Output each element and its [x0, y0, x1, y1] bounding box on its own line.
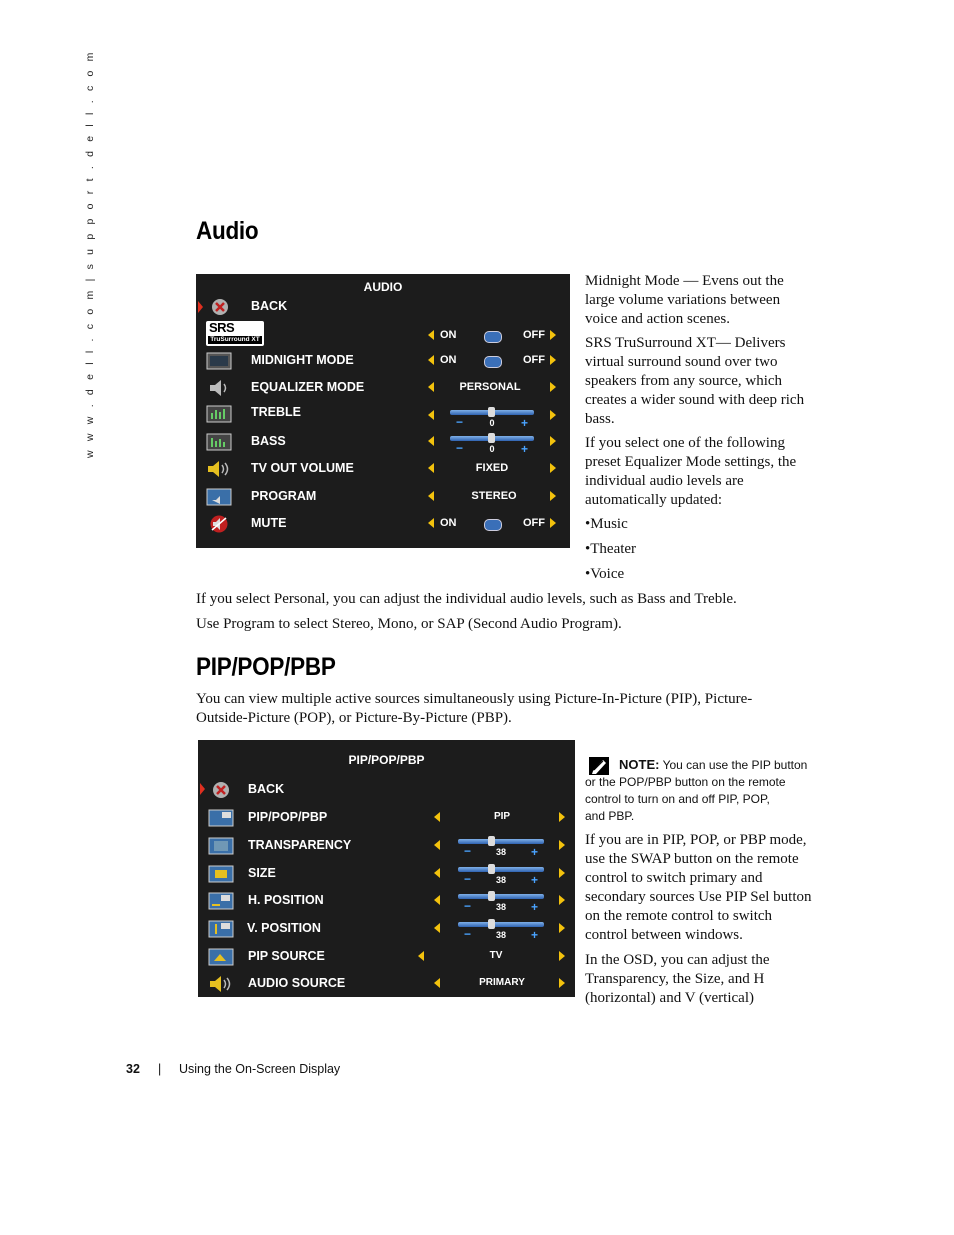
treble-slider[interactable] [450, 407, 534, 429]
osd-row-pip-source[interactable] [198, 945, 575, 969]
slider-handle[interactable] [488, 891, 495, 901]
back-icon [206, 298, 232, 316]
bullet-item: •Voice [585, 566, 625, 582]
selection-pointer-icon [200, 783, 205, 795]
osd-row-back[interactable] [196, 295, 570, 319]
term: Transparency [585, 971, 666, 987]
pip-osd-menu [198, 740, 575, 997]
pip-side-text: If you are in PIP, POP, or PBP mode, use the SWAP button on the remote control to switch primary and secondary sources Use PIP Sel button on the remote control to switch control between windows. In the OSD, you can adjust the Transparency, the Size, and H (horizontal) and V (vertical) [585, 832, 812, 1006]
slider-handle[interactable] [488, 919, 495, 929]
description: settings, the individual audio levels are automatically updated: [585, 454, 797, 508]
osd-row-audio-source[interactable] [198, 972, 575, 996]
slider-handle[interactable] [488, 836, 495, 846]
term: V [684, 990, 696, 1006]
off-option[interactable]: OFF [523, 329, 545, 341]
right-arrow-icon[interactable] [550, 410, 556, 420]
audio-paragraph-program: Use Program to select Stereo, Mono, or SAP (Second Audio Program). [196, 616, 622, 632]
osd-value: PERSONAL [459, 381, 521, 393]
term: Size [694, 971, 721, 987]
minus-icon[interactable]: − [464, 872, 472, 886]
selection-pointer-icon [198, 301, 203, 313]
plus-icon[interactable]: + [530, 873, 538, 887]
audio-paragraph-personal: If you select Personal, you can adjust the individual audio levels, such as Bass and Treble. [196, 591, 737, 607]
plus-icon[interactable]: + [530, 900, 538, 914]
left-arrow-icon[interactable] [428, 518, 434, 528]
slider-value: 38 [495, 930, 506, 940]
minus-icon[interactable]: − [456, 441, 464, 455]
osd-value: FIXED [475, 462, 509, 474]
osd-label: TV OUT VOLUME [251, 461, 354, 475]
off-option[interactable]: OFF [523, 517, 545, 529]
right-arrow-icon[interactable] [559, 895, 565, 905]
osd-label: SIZE [248, 866, 276, 880]
term: H [753, 971, 765, 987]
osd-label: V. POSITION [247, 921, 321, 935]
osd-row-h-position[interactable] [198, 889, 575, 913]
osd-row-mute[interactable] [196, 512, 570, 536]
slider-value: 0 [489, 418, 495, 428]
slider-value: 38 [495, 875, 506, 885]
pip-source-icon [208, 948, 234, 966]
osd-row-transparency[interactable] [198, 834, 575, 858]
description: — Delivers virtual surround sound over two speakers from any source, which creates a wider sound with deep rich bass. [585, 335, 805, 427]
right-arrow-icon[interactable] [559, 812, 565, 822]
right-arrow-icon[interactable] [559, 951, 565, 961]
left-arrow-icon[interactable] [418, 951, 424, 961]
osd-row-size[interactable] [198, 862, 575, 886]
note-pencil-icon [588, 756, 610, 776]
speaker-icon [208, 975, 234, 993]
osd-title: PIP/POP/PBP [348, 753, 425, 767]
audio-osd-menu [196, 274, 570, 548]
minus-icon[interactable]: − [464, 899, 472, 913]
note-box [585, 756, 825, 825]
audio-heading: Audio [196, 217, 259, 245]
osd-label: TREBLE [251, 405, 301, 419]
osd-row-midnight-mode[interactable] [196, 349, 570, 373]
term: PIP Sel [725, 889, 770, 905]
midnight-mode-icon [206, 352, 232, 370]
note-label: NOTE: [619, 757, 660, 772]
back-icon [208, 781, 234, 799]
note-text-line: and PBP. [585, 809, 635, 823]
toggle-switch[interactable] [484, 519, 502, 531]
osd-row-srs[interactable] [196, 321, 570, 347]
off-option[interactable]: OFF [523, 354, 545, 366]
left-arrow-icon[interactable] [434, 812, 440, 822]
left-arrow-icon[interactable] [428, 330, 434, 340]
left-arrow-icon[interactable] [428, 436, 434, 446]
osd-row-tv-out-volume[interactable] [196, 457, 570, 481]
plus-icon[interactable]: + [520, 442, 528, 456]
osd-title: AUDIO [363, 280, 403, 294]
right-arrow-icon[interactable] [550, 463, 556, 473]
term: Equalizer Mode [624, 454, 721, 470]
osd-label: PROGRAM [251, 489, 317, 503]
osd-row-back[interactable] [198, 778, 575, 802]
right-arrow-icon[interactable] [559, 840, 565, 850]
left-arrow-icon[interactable] [434, 840, 440, 850]
description: If you select one of the following preset [585, 435, 785, 470]
slider-value: 38 [495, 847, 506, 857]
term: SWAP [630, 851, 671, 867]
pip-intro: You can view multiple active sources simultaneously using Picture-In-Picture (PIP), Picture-Outside-Picture (POP), or Picture-By-Picture (PBP). [196, 691, 753, 726]
slider-handle[interactable] [488, 433, 495, 443]
footer-section-title: Using the On-Screen Display [179, 1062, 341, 1076]
osd-label: MUTE [251, 516, 287, 530]
osd-label: EQUALIZER MODE [251, 380, 365, 394]
left-arrow-icon[interactable] [428, 410, 434, 420]
osd-label: PIP SOURCE [248, 949, 325, 963]
osd-row-program[interactable] [196, 485, 570, 509]
bass-icon [206, 433, 232, 451]
osd-row-bass[interactable] [196, 430, 570, 454]
osd-value: STEREO [471, 490, 517, 502]
v-position-icon [208, 920, 234, 938]
transparency-icon [208, 837, 234, 855]
left-arrow-icon[interactable] [434, 978, 440, 988]
left-arrow-icon[interactable] [428, 491, 434, 501]
audio-side-text [585, 272, 805, 584]
osd-value: PIP [493, 811, 511, 822]
h-position-slider[interactable] [458, 891, 544, 913]
transparency-slider[interactable] [458, 836, 544, 858]
osd-label: MIDNIGHT MODE [251, 353, 354, 367]
minus-icon[interactable]: − [456, 415, 464, 429]
treble-icon [206, 405, 232, 423]
v-position-slider[interactable] [458, 919, 544, 941]
mute-icon [206, 515, 232, 533]
program-icon [206, 488, 232, 506]
left-arrow-icon[interactable] [428, 355, 434, 365]
footer-separator: | [158, 1062, 162, 1076]
osd-value: TV [489, 950, 503, 961]
right-arrow-icon[interactable] [550, 330, 556, 340]
left-arrow-icon[interactable] [428, 463, 434, 473]
right-arrow-icon[interactable] [550, 382, 556, 392]
srs-trusurround-logo: SRS TruSurround XT [206, 321, 264, 346]
osd-label: AUDIO SOURCE [248, 976, 346, 990]
size-icon [208, 865, 234, 883]
right-arrow-icon[interactable] [550, 491, 556, 501]
right-arrow-icon[interactable] [550, 436, 556, 446]
plus-icon[interactable]: + [530, 845, 538, 859]
osd-value: PRIMARY [479, 977, 525, 988]
side-url: w w w . d e l l . c o m | s u p p o r t . d e l l . c o m [84, 49, 96, 458]
osd-label: BASS [251, 434, 286, 448]
left-arrow-icon[interactable] [434, 895, 440, 905]
osd-label: BACK [251, 299, 288, 313]
osd-row-equalizer-mode[interactable] [196, 376, 570, 400]
on-option[interactable]: ON [440, 517, 457, 529]
osd-label: H. POSITION [248, 893, 324, 907]
osd-label: BACK [248, 782, 285, 796]
bullet-item: •Theater [585, 541, 637, 557]
pip-mode-icon [208, 809, 234, 827]
right-arrow-icon[interactable] [550, 518, 556, 528]
speaker-icon [206, 460, 232, 478]
note-text-line: control to turn on and off PIP, POP, [585, 792, 770, 806]
toggle-switch[interactable] [484, 356, 502, 368]
plus-icon[interactable]: + [520, 416, 528, 430]
slider-handle[interactable] [488, 407, 495, 417]
right-arrow-icon[interactable] [559, 868, 565, 878]
description: — Evens out the large volume variations between voice and action scenes. [585, 273, 784, 327]
osd-label: PIP/POP/PBP [248, 810, 328, 824]
toggle-switch[interactable] [484, 331, 502, 343]
left-arrow-icon[interactable] [434, 923, 440, 933]
right-arrow-icon[interactable] [550, 355, 556, 365]
osd-row-treble[interactable] [196, 402, 570, 430]
osd-label: TRANSPARENCY [248, 838, 352, 852]
on-option[interactable]: ON [440, 329, 457, 341]
slider-value: 0 [489, 444, 495, 454]
right-arrow-icon[interactable] [559, 978, 565, 988]
slider-handle[interactable] [488, 864, 495, 874]
note-text-line: or the POP/PBP button on the remote [585, 775, 786, 789]
bullet-item: •Music [585, 516, 628, 532]
left-arrow-icon[interactable] [434, 868, 440, 878]
pip-heading: PIP/POP/PBP [196, 653, 336, 681]
on-option[interactable]: ON [440, 354, 457, 366]
h-position-icon [208, 892, 234, 910]
right-arrow-icon[interactable] [559, 923, 565, 933]
plus-icon[interactable]: + [530, 928, 538, 942]
term: SRS TruSurround XT [585, 335, 716, 351]
note-text-line: You can use the PIP button [659, 758, 808, 772]
slider-value: 38 [495, 902, 506, 912]
osd-row-pip-mode[interactable] [198, 806, 575, 830]
minus-icon[interactable]: − [464, 844, 472, 858]
osd-row-v-position[interactable] [198, 917, 575, 941]
page-number: 32 [126, 1062, 140, 1076]
term: Midnight Mode [585, 273, 680, 289]
size-slider[interactable] [458, 864, 544, 886]
equalizer-icon [206, 379, 232, 397]
minus-icon[interactable]: − [464, 927, 472, 941]
left-arrow-icon[interactable] [428, 382, 434, 392]
bass-slider[interactable] [450, 433, 534, 455]
